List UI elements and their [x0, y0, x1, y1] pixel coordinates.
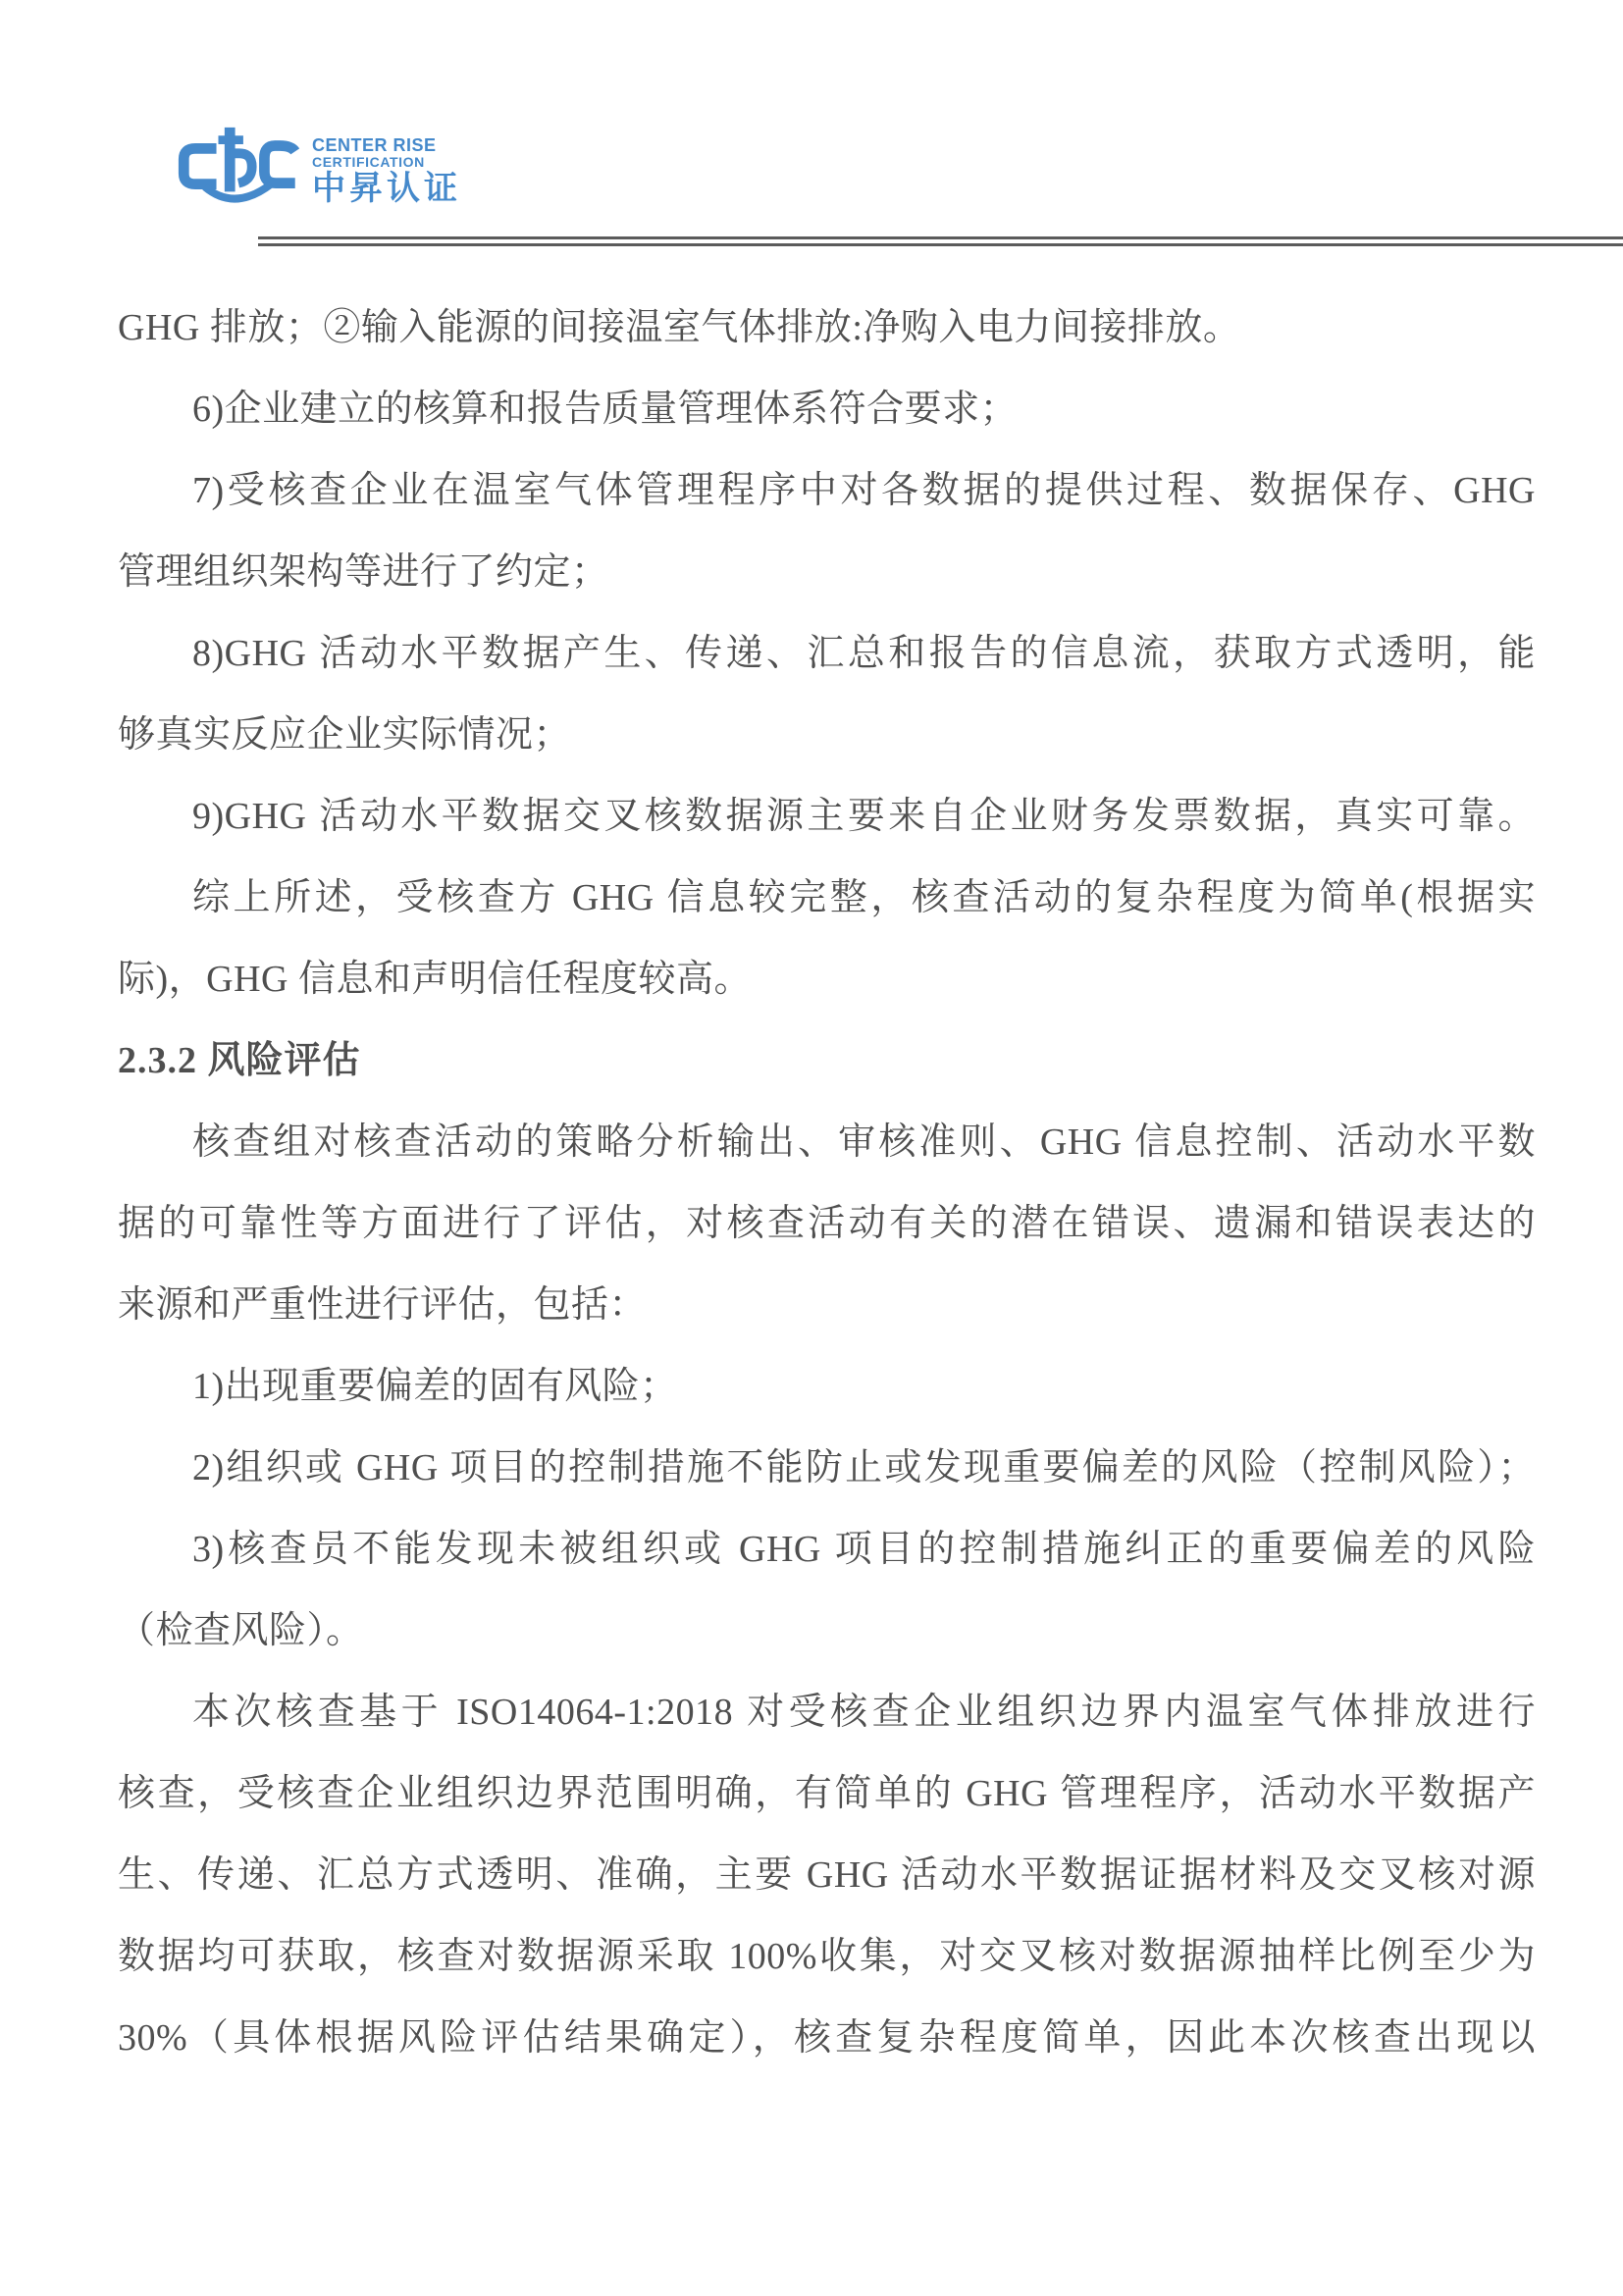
- text-line: 本次核查基于 ISO14064-1:2018 对受核查企业组织边界内温室气体排放进行: [192, 1692, 1536, 1733]
- header-divider: [258, 236, 1623, 246]
- text-line: 生、传递、汇总方式透明、准确，主要 GHG 活动水平数据证据材料及交叉核对源: [118, 1854, 1536, 1896]
- logo-text-certification: CERTIFICATION: [312, 154, 425, 170]
- text-line: 1)出现重要偏差的固有风险；: [192, 1366, 678, 1407]
- text-line: 8)GHG 活动水平数据产生、传递、汇总和报告的信息流，获取方式透明，能: [192, 633, 1536, 674]
- text-line: GHG 排放；②输入能源的间接温室气体排放:净购入电力间接排放。: [118, 307, 1241, 348]
- crc-logo-icon: [175, 124, 304, 210]
- text-line: 2)组织或 GHG 项目的控制措施不能防止或发现重要偏差的风险（控制风险）；: [192, 1447, 1536, 1488]
- text-line: 数据均可获取，核查对数据源采取 100%收集，对交叉核对数据源抽样比例至少为: [118, 1936, 1536, 1977]
- text-line: （检查风险）。: [118, 1610, 364, 1651]
- section-heading-risk-assessment: 2.3.2 风险评估: [118, 1040, 361, 1081]
- text-line: 核查，受核查企业组织边界范围明确，有简单的 GHG 管理程序，活动水平数据产: [118, 1773, 1536, 1814]
- logo-text-chinese: 中昇认证: [312, 171, 461, 207]
- text-line: 7)受核查企业在温室气体管理程序中对各数据的提供过程、数据保存、GHG: [192, 470, 1536, 511]
- company-logo: [175, 124, 1623, 210]
- page-header: [0, 0, 1623, 246]
- text-line: 6)企业建立的核算和报告质量管理体系符合要求；: [192, 389, 1019, 430]
- logo-text-center-rise: CENTER RISE: [312, 135, 437, 155]
- text-line: 管理组织架构等进行了约定；: [118, 551, 609, 593]
- text-line: 3)核查员不能发现未被组织或 GHG 项目的控制措施纠正的重要偏差的风险: [192, 1529, 1536, 1570]
- document-body: [118, 287, 1536, 2079]
- text-line: 9)GHG 活动水平数据交叉核数据源主要来自企业财务发票数据，真实可靠。: [192, 796, 1536, 837]
- text-line: 核查组对核查活动的策略分析输出、审核准则、GHG 信息控制、活动水平数: [192, 1122, 1536, 1163]
- text-line: 够真实反应企业实际情况；: [118, 714, 572, 756]
- text-line: 来源和严重性进行评估，包括：: [118, 1284, 648, 1326]
- text-line: 际)，GHG 信息和声明信任程度较高。: [118, 959, 752, 1000]
- text-line: 30%（具体根据风险评估结果确定），核查复杂程度简单，因此本次核查出现以: [118, 2017, 1536, 2059]
- text-line: 据的可靠性等方面进行了评估，对核查活动有关的潜在错误、遗漏和错误表达的: [118, 1203, 1536, 1244]
- logo-text: [312, 136, 461, 206]
- text-line: 综上所述，受核查方 GHG 信息较完整，核查活动的复杂程度为简单(根据实: [192, 877, 1536, 918]
